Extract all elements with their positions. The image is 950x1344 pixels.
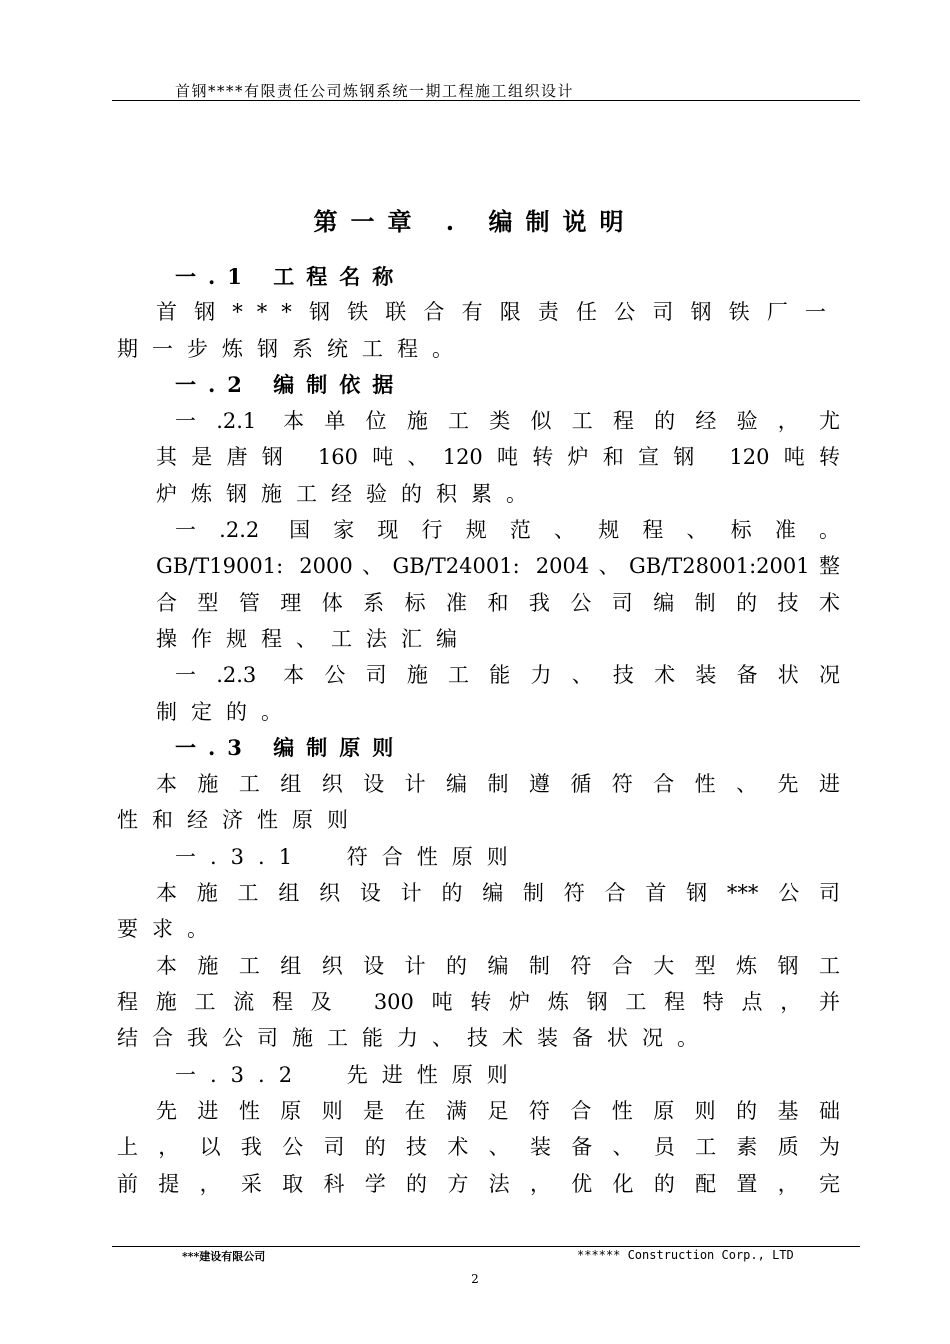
paragraph-line: 操作规程、工法汇编 [156, 627, 471, 651]
section-heading-1-1: 一.1 工程名称 [175, 264, 406, 289]
header-divider [112, 100, 860, 101]
footer-company-en: ****** Construction Corp., LTD [577, 1248, 794, 1262]
paragraph-line: 程施工流程及 300吨转炉炼钢工程特点，并 [117, 990, 840, 1014]
paragraph-line: 结合我公司施工能力、技术装备状况。 [117, 1026, 712, 1050]
paragraph-line: 上，以我公司的技术、装备、员工素质为 [117, 1135, 840, 1159]
paragraph-line: GB/T19001: 2000、GB/T24001: 2004、GB/T28001:2001整 [156, 554, 840, 578]
header-title: 首钢****有限责任公司炼钢系统一期工程施工组织设计 [175, 82, 575, 100]
section-heading-1-3: 一.3 编制原则 [175, 735, 406, 760]
paragraph-line: 其是唐钢 160吨、120吨转炉和宣钢 120吨转 [156, 445, 840, 469]
footer-divider [112, 1246, 860, 1247]
section-heading-1-2: 一.2 编制依据 [175, 372, 406, 397]
paragraph-line: 炉炼钢施工经验的积累。 [156, 482, 541, 506]
paragraph-line: 本施工组织设计的编制符合首钢***公司 [156, 881, 840, 905]
chapter-title: 第一章 . 编制说明 [313, 207, 637, 236]
subsection-line: 一.2.2 国家现行规范、规程、标准。 [175, 518, 840, 542]
paragraph-line: 要求。 [117, 917, 222, 941]
paragraph-line: 本施工组织设计的编制符合大型炼钢工 [156, 954, 840, 978]
page-number: 2 [471, 1272, 479, 1286]
paragraph-line: 性和经济性原则 [117, 808, 362, 832]
subsection-line: 一.2.1 本单位施工类似工程的经验，尤 [175, 409, 840, 433]
paragraph-line: 制定的。 [156, 700, 296, 724]
subsection-line: 一.3.1 符合性原则 [175, 845, 522, 869]
paragraph-line: 本施工组织设计编制遵循符合性、先进 [156, 772, 840, 796]
footer-company-cn: ***建设有限公司 [182, 1250, 266, 1263]
paragraph-line: 先进性原则是在满足符合性原则的基础 [156, 1099, 840, 1123]
paragraph-line: 合型管理体系标准和我公司编制的技术 [156, 591, 840, 615]
subsection-line: 一.3.2 先进性原则 [175, 1063, 522, 1087]
paragraph-line: 期一步炼钢系统工程。 [117, 337, 467, 361]
paragraph-line: 首钢***钢铁联合有限责任公司钢铁厂一 [156, 300, 840, 324]
paragraph-line: 前提，采取科学的方法，优化的配置，完 [117, 1172, 840, 1196]
subsection-line: 一.2.3 本公司施工能力、技术装备状况 [175, 663, 840, 687]
